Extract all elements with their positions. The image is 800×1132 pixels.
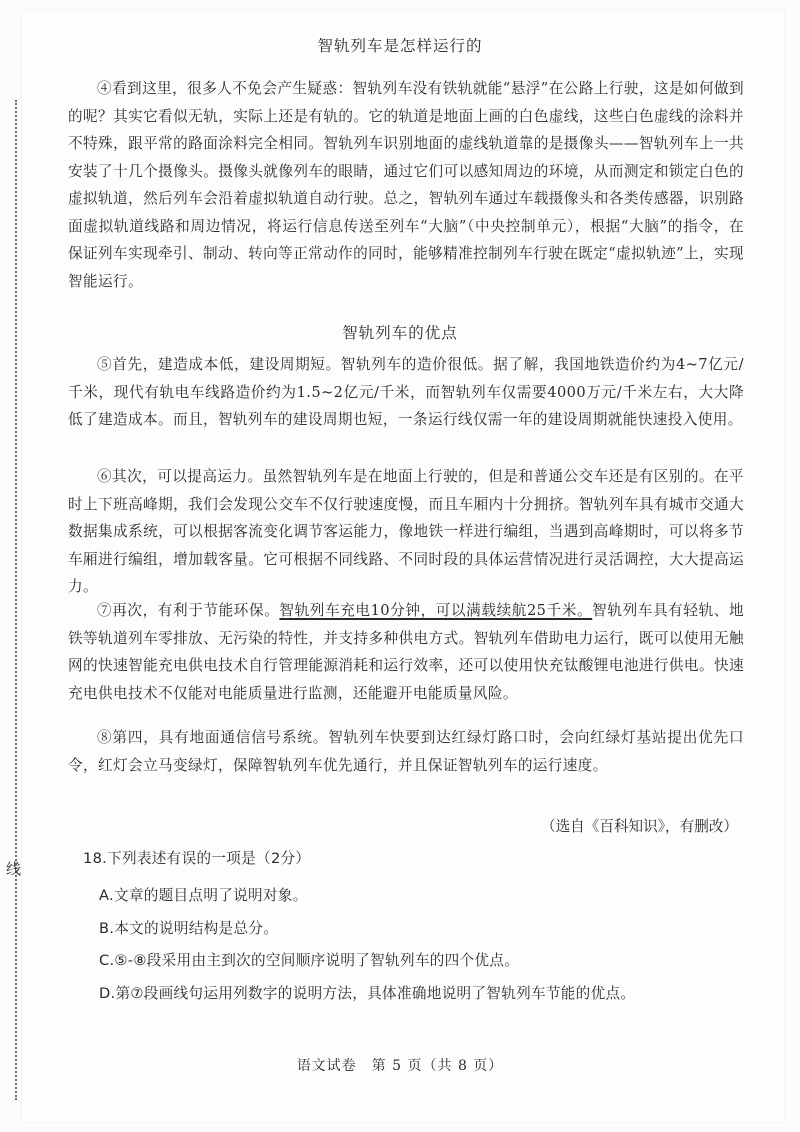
binding-margin-mark: 线 bbox=[6, 860, 22, 878]
option-a: A.文章的题目点明了说明对象。 bbox=[99, 887, 308, 904]
binding-dotted-line bbox=[15, 100, 17, 1100]
source-note: （选自《百科知识》，有删改） bbox=[540, 818, 738, 835]
paragraph-8: ⑧第四，具有地面通信信号系统。智轨列车快要到达红绿灯路口时，会向红绿灯基站提出优先口令，红灯会立马变绿灯，保障智轨列车优先通行，并且保证智轨列车的运行速度。 bbox=[68, 729, 744, 774]
page-footer: 语文试卷 第 5 页（共 8 页） bbox=[296, 1058, 504, 1074]
option-c: C.⑤-⑧段采用由主到次的空间顺序说明了智轨列车的四个优点。 bbox=[99, 952, 520, 969]
section-title: 智轨列车是怎样运行的 bbox=[317, 37, 483, 55]
paragraph-4: ④看到这里，很多人不免会产生疑惑：智轨列车没有铁轨就能“悬浮”在公路上行驶，这是如何做到的呢？其实它看似无轨，实际上还是有轨的。它的轨道是地面上画的白色虚线，这些白色虚线的涂料并不特殊，跟平常的路面涂料完全相同。智轨列车识别地面的虚线轨道靠的是摄像头——智轨列车上一共安装了十几个摄像头。摄像头就像列车的眼睛，通过它们可以感知周边的环境，从而测定和锁定白色的虚拟轨道，然后列车会沿着虚拟轨道自动行驶。总之，智轨列车通过车载摄像头和各类传感器，识别路面虚拟轨道线路和周边情况，将运行信息传送至列车“大脑”（中央控制单元），根据“大脑”的指令，在保证列车实现牵引、制动、转向等正常动作的同时，能够精准控制列车行驶在既定“虚拟轨迹”上，实现智能运行。 bbox=[68, 80, 744, 290]
advantages-title: 智轨列车的优点 bbox=[342, 324, 458, 342]
option-b: B.本文的说明结构是总分。 bbox=[99, 920, 279, 937]
option-d: D.第⑦段画线句运用列数字的说明方法，具体准确地说明了智轨列车节能的优点。 bbox=[99, 985, 636, 1002]
paragraph-7-rest: 智轨列车具有轻轨、地铁等轨道列车零排放、无污染的特性，并支持多种供电方式。智轨列车借助电力运行，既可以使用无触网的快速智能充电供电技术自行管理能源消耗和运行效率，还可以使用快充钛酸锂电池进行供电。快速充电供电技术不仅能对电能质量进行监测，还能避开电能质量风险。 bbox=[68, 602, 744, 702]
paragraph-7-lead: ⑦再次，有利于节能环保。 bbox=[97, 602, 280, 619]
paragraph-5: ⑤首先，建造成本低，建设周期短。智轨列车的造价很低。据了解，我国地铁造价约为4~7亿元/千米，现代有轨电车线路造价约为1.5~2亿元/千米，而智轨列车仅需要4000万元/千米左右，大大降低了建造成本。而且，智轨列车的建设周期也短，一条运行线仅需一年的建设周期就能快速投入使用。 bbox=[68, 356, 744, 428]
paragraph-7-underlined-sentence: 智轨列车充电10分钟，可以满载续航25千米。 bbox=[279, 602, 593, 619]
paragraph-7 bbox=[68, 597, 744, 707]
paragraph-6: ⑥其次，可以提高运力。虽然智轨列车是在地面上行驶的，但是和普通公交车还是有区别的。在平时上下班高峰期，我们会发现公交车不仅行驶速度慢，而且车厢内十分拥挤。智轨列车具有城市交通大数据集成系统，可以根据客流变化调节客运能力，像地铁一样进行编组，当遇到高峰期时，可以将多节车厢进行编组，增加载客量。它可根据不同线路、不同时段的具体运营情况进行灵活调控，大大提高运力。 bbox=[68, 468, 744, 595]
question-18-stem: 18.下列表述有误的一项是（2分） bbox=[83, 850, 311, 867]
